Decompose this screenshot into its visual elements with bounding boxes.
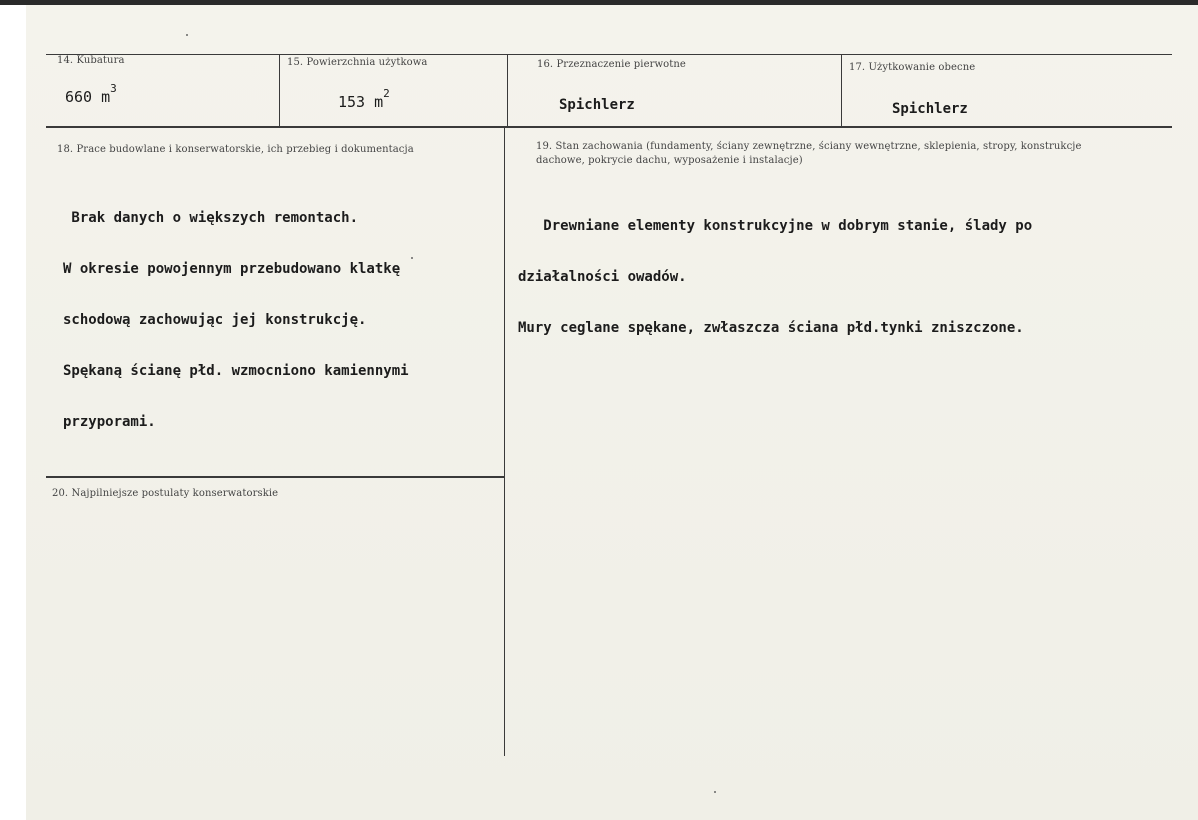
field-18-line: W okresie powojennym przebudowano klatkę [63,261,401,277]
field-19-line: Mury ceglane spękane, zwłaszcza ściana płd.tynki zniszczone. [518,320,1024,336]
rule-col-main [504,128,505,756]
rule-18-20-separator [46,476,504,478]
rule-col-16-17 [841,54,842,126]
field-17-value: Spichlerz [892,101,968,117]
field-15-label: 15. Powierzchnia użytkowa [287,57,428,68]
rule-row1-bottom [46,126,1172,128]
record-card [26,5,1198,820]
field-19-line: Drewniane elementy konstrukcyjne w dobrym stanie, ślady po [518,218,1033,234]
field-18-text [63,176,409,465]
field-16-label: 16. Przeznaczenie pierwotne [537,59,686,70]
rule-col-15-16 [507,54,508,126]
rule-top [46,54,1172,55]
paper-speck [186,34,188,36]
field-19-text [518,184,1032,371]
field-14-value: 660 $m^3$ [65,82,117,106]
field-18-line: Brak danych o większych remontach. [63,210,359,226]
rule-col-14-15 [279,54,280,126]
field-19-line: działalności owadów. [518,269,687,285]
paper-speck [411,257,413,259]
field-18-line: schodową zachowując jej konstrukcję. [63,312,367,328]
field-20-label: 20. Najpilniejsze postulaty konserwatorskie [52,488,279,499]
field-17-label: 17. Użytkowanie obecne [849,62,976,73]
field-18-line: przyporami. [63,414,156,430]
paper-speck [714,791,716,793]
field-14-label: 14. Kubatura [57,55,125,66]
field-19-label: 19. Stan zachowania (fundamenty, ściany zewnętrzne, ściany wewnętrzne, sklepienia, stropy, konstrukcje dachowe, pokrycie dachu, wyposażenie i instalacje) [536,141,1082,166]
field-16-value: Spichlerz [559,97,635,113]
field-18-label: 18. Prace budowlane i konserwatorskie, ich przebieg i dokumentacja [57,144,414,155]
field-15-value: 153 $m^2$ [338,87,390,111]
field-18-line: Spękaną ścianę płd. wzmocniono kamiennymi [63,363,409,379]
scan-left-margin [0,5,26,820]
